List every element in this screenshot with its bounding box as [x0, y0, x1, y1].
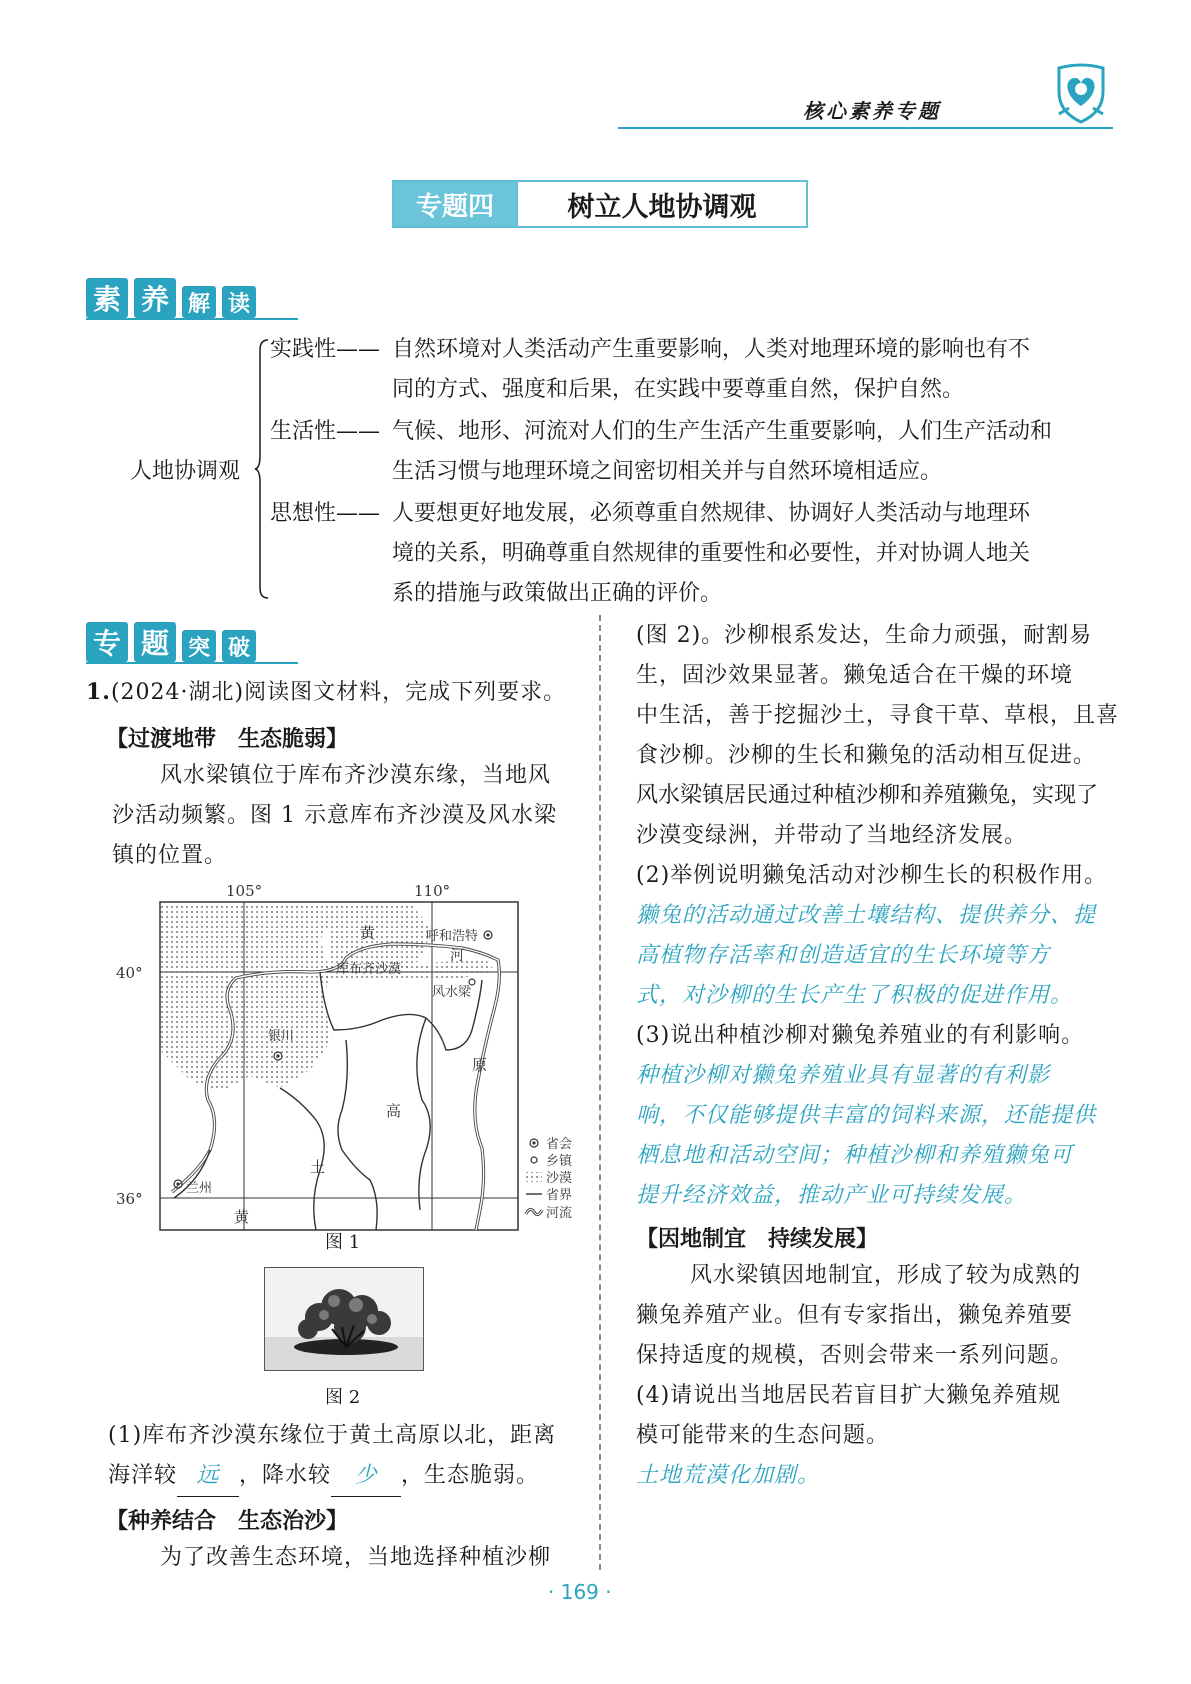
- lat-label: 36°: [116, 1190, 143, 1208]
- answer-2-line: 獭兔的活动通过改善土壤结构、提供养分、提: [636, 903, 1097, 928]
- town-icon: [469, 979, 475, 985]
- map-place-label: 银川: [268, 1029, 295, 1044]
- header-rule: [618, 127, 1113, 129]
- question-text: ，降水较: [239, 1463, 332, 1488]
- paragraph-line: 沙活动频繁。图 1 示意库布齐沙漠及风水梁: [112, 803, 557, 828]
- section-heading-breakthrough: [86, 622, 262, 662]
- answer-3-line: 种植沙柳对獭兔养殖业具有显著的有利影: [636, 1063, 1051, 1088]
- figure-1-caption: 图 1: [325, 1232, 361, 1253]
- map-region-char: 黄: [360, 924, 376, 942]
- tree-text: 人要想更好地发展，必须尊重自然规律、协调好人类活动与地理环: [392, 501, 1031, 526]
- legend-label: 省会: [546, 1137, 573, 1152]
- tree-text: 同的方式、强度和后果，在实践中要尊重自然，保护自然。: [392, 377, 965, 402]
- lon-label: 105°: [226, 882, 263, 900]
- tree-text: 自然环境对人类活动产生重要影响，人类对地理环境的影响也有不: [392, 337, 1031, 362]
- section-char: 读: [222, 286, 256, 318]
- map-place-label: 风水梁: [432, 985, 472, 1000]
- map-region-char: 土: [310, 1158, 326, 1176]
- paragraph-line: 獭兔养殖产业。但有专家指出，獭兔养殖要: [636, 1303, 1074, 1328]
- column-divider: [599, 615, 601, 1570]
- tree-label-life: 生活性——: [270, 419, 381, 444]
- paragraph-line: (图 2)。沙柳根系发达，生命力顽强，耐割易: [636, 623, 1093, 648]
- question-2: (2)举例说明獭兔活动对沙柳生长的积极作用。: [636, 863, 1108, 888]
- legend-label: 沙漠: [546, 1171, 573, 1186]
- lat-label: 40°: [116, 964, 143, 982]
- page-number: · 169 ·: [548, 1580, 612, 1604]
- question-source: (2024·湖北)阅读图文材料，完成下列要求。: [110, 680, 567, 705]
- figure-2-caption: 图 2: [325, 1387, 361, 1408]
- answer-3-line: 提升经济效益，推动产业可持续发展。: [636, 1183, 1028, 1208]
- section-underline: [86, 318, 298, 320]
- header-title: 核心素养专题: [803, 99, 941, 123]
- section-char: 解: [182, 286, 216, 318]
- figure-2-sand-willow-photo: [264, 1267, 424, 1371]
- topic-banner: [392, 180, 808, 228]
- brace-icon: [254, 338, 270, 600]
- answer-3-line: 栖息地和活动空间；种植沙柳和养殖獭兔可: [636, 1143, 1074, 1168]
- map-region-char: 原: [472, 1056, 488, 1074]
- topic-title: 树立人地协调观: [516, 182, 806, 226]
- map-legend: [526, 1136, 573, 1221]
- question-text: ，生态脆弱。: [401, 1463, 540, 1488]
- paragraph-line: 为了改善生态环境，当地选择种植沙柳: [160, 1545, 552, 1570]
- question-3: (3)说出种植沙柳对獭兔养殖业的有利影响。: [636, 1023, 1085, 1048]
- paragraph-line: 风水梁镇居民通过种植沙柳和养殖獭兔，实现了: [636, 783, 1099, 808]
- question-4-line: 模可能带来的生态问题。: [636, 1423, 890, 1448]
- answer-4: 土地荒漠化加剧。: [636, 1463, 821, 1488]
- paragraph-line: 保持适度的规模，否则会带来一系列问题。: [636, 1343, 1074, 1368]
- question-text: 海洋较: [108, 1463, 178, 1488]
- question-stem: [86, 672, 566, 713]
- paragraph-line: 风水梁镇位于库布齐沙漠东缘，当地风: [160, 763, 552, 788]
- map-region-char: 河: [450, 948, 464, 964]
- question-1-line: (1)库布齐沙漠东缘位于黄土高原以北，距离: [108, 1423, 557, 1448]
- section-char: 题: [134, 622, 176, 662]
- map-region-char: 高: [386, 1102, 402, 1120]
- map-place-label: 呼和浩特: [426, 929, 479, 944]
- subheading: 【因地制宜 持续发展】: [636, 1227, 879, 1252]
- subheading: 【种养结合 生态治沙】: [106, 1509, 349, 1534]
- shield-logo-icon: [1053, 62, 1109, 124]
- section-underline: [86, 662, 298, 664]
- paragraph-line: 沙漠变绿洲，并带动了当地经济发展。: [636, 823, 1028, 848]
- question-number: 1.: [86, 679, 111, 705]
- paragraph-line: 生，固沙效果显著。獭兔适合在干燥的环境: [636, 663, 1074, 688]
- section-char: 养: [134, 278, 176, 318]
- subheading: 【过渡地带 生态脆弱】: [106, 727, 349, 752]
- section-char: 专: [86, 622, 128, 662]
- legend-label: 河流: [546, 1206, 573, 1221]
- section-char: 破: [222, 630, 256, 662]
- paragraph-line: 风水梁镇因地制宜，形成了较为成熟的: [690, 1263, 1082, 1288]
- tree-label-thought: 思想性——: [270, 501, 381, 526]
- section-heading-literacy: [86, 278, 262, 318]
- tree-text: 系的措施与政策做出正确的评价。: [392, 581, 723, 606]
- paragraph-line: 中生活，善于挖掘沙土，寻食干草、草根，且喜: [636, 703, 1120, 728]
- lon-label: 110°: [414, 882, 451, 900]
- answer-3-line: 响，不仅能够提供丰富的饲料来源，还能提供: [636, 1103, 1097, 1128]
- question-1-blanks: [108, 1456, 539, 1497]
- paragraph-line: 食沙柳。沙柳的生长和獭兔的活动相互促进。: [636, 743, 1097, 768]
- tree-root: 人地协调观: [130, 459, 241, 484]
- tree-text: 生活习惯与地理环境之间密切相关并与自然环境相适应。: [392, 459, 943, 484]
- section-char: 素: [86, 278, 128, 318]
- tree-text: 境的关系，明确尊重自然规律的重要性和必要性，并对协调人地关: [392, 541, 1031, 566]
- section-char: 突: [182, 630, 216, 662]
- topic-tag: 专题四: [394, 182, 516, 226]
- answer-blank-2[interactable]: 少: [331, 1456, 401, 1497]
- question-4-line: (4)请说出当地居民若盲目扩大獭兔养殖规: [636, 1383, 1062, 1408]
- legend-label: 乡镇: [546, 1154, 573, 1169]
- map-place-label: 库布齐沙漠: [336, 962, 402, 977]
- answer-2-line: 高植物存活率和创造适宜的生长环境等方: [636, 943, 1051, 968]
- map-region-char: 黄: [234, 1208, 250, 1226]
- paragraph-line: 镇的位置。: [112, 843, 228, 868]
- answer-blank-1[interactable]: 远: [177, 1456, 239, 1497]
- map-place-label: 兰州: [186, 1181, 213, 1196]
- tree-label-practice: 实践性——: [270, 337, 381, 362]
- figure-1-map: [110, 880, 590, 1240]
- answer-2-line: 式，对沙柳的生长产生了积极的促进作用。: [636, 983, 1074, 1008]
- tree-text: 气候、地形、河流对人们的生产生活产生重要影响，人们生产活动和: [392, 419, 1053, 444]
- legend-label: 省界: [546, 1188, 573, 1203]
